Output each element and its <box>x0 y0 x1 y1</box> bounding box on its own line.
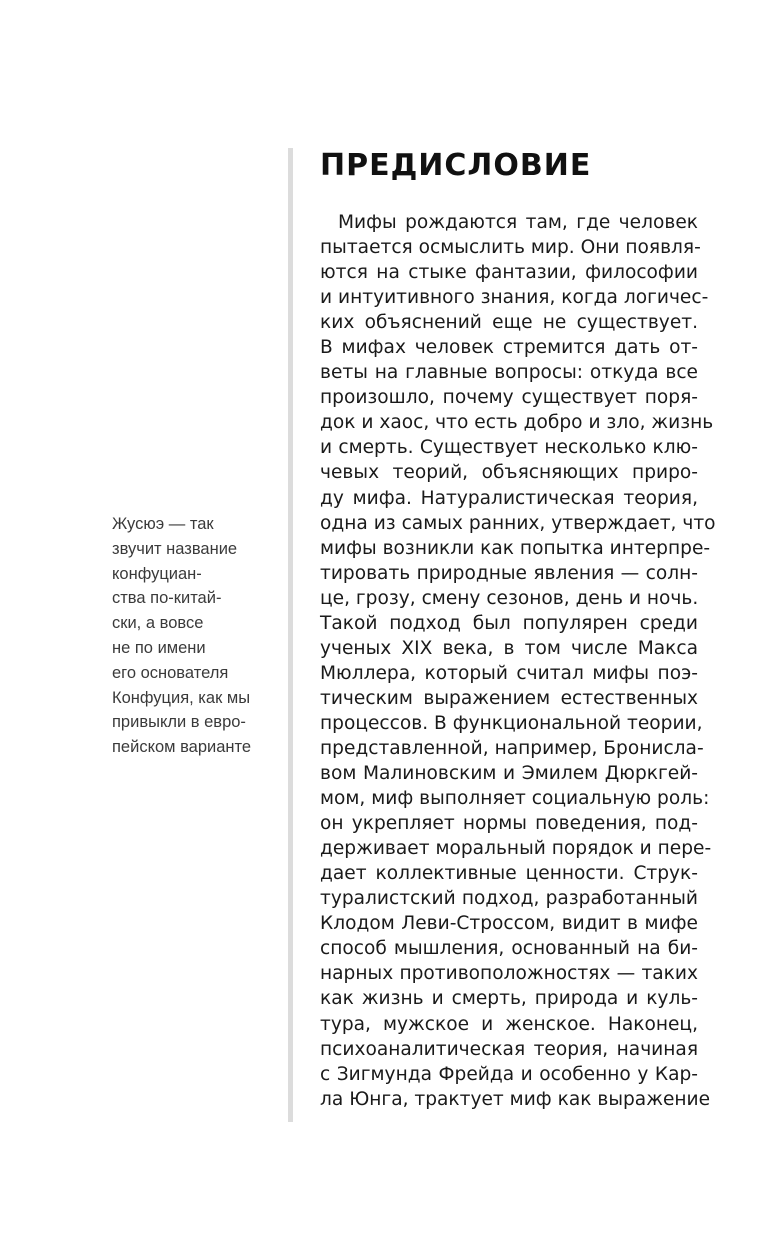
margin-note-line: конфуциан- <box>112 564 202 583</box>
body-text <box>320 210 716 1112</box>
body-line: Мифы рождаются там, где человек <box>338 212 698 233</box>
body-line: ду мифа. Натуралистическая теория, <box>320 487 698 509</box>
chapter-title: ПРЕДИСЛОВИЕ <box>320 148 592 183</box>
body-line: мифы возникли как попытка интерпре- <box>320 537 711 559</box>
body-line: мом, миф выполняет социальную роль: <box>320 788 710 810</box>
body-line: Такой подход был популярен среди <box>320 612 698 634</box>
body-line: нарных противоположностях — таких <box>320 963 698 985</box>
body-line: Клодом Леви-Строссом, видит в мифе <box>320 913 698 935</box>
margin-note-line: звучит название <box>112 539 238 558</box>
body-line: с Зигмунда Фрейда и особенно у Кар- <box>320 1063 698 1085</box>
body-line: и смерть. Существует несколько клю- <box>320 437 698 459</box>
margin-note-line: Жусюэ — так <box>112 515 214 533</box>
vertical-divider <box>288 148 293 1122</box>
body-line: держивает моральный порядок и пере- <box>320 838 712 860</box>
body-line: тическим выражением естественных <box>320 687 698 709</box>
margin-note-line: ства по-китай- <box>112 589 222 608</box>
margin-note-line: не по имени <box>112 638 206 657</box>
body-line: ла Юнга, трактует миф как выражение <box>320 1088 711 1110</box>
body-line: ких объяснений еще не существует. <box>320 312 698 334</box>
body-line: веты на главные вопросы: откуда все <box>320 362 698 384</box>
body-line: В мифах человек стремится дать от- <box>320 337 698 359</box>
margin-note <box>112 512 282 760</box>
margin-note-line: ски, а вовсе <box>112 614 204 633</box>
body-line: тура, мужское и женское. Наконец, <box>320 1013 698 1035</box>
body-line: представленной, например, Бронисла- <box>320 737 704 759</box>
margin-note-line: привыкли в евро- <box>112 713 246 732</box>
body-line: психоаналитическая теория, начиная <box>320 1038 698 1060</box>
body-line: процессов. В функциональной теории, <box>320 712 703 734</box>
body-line: тировать природные явления — солн- <box>320 562 698 584</box>
body-line: одна из самых ранних, утверждает, что <box>320 512 716 534</box>
body-line: он укрепляет нормы поведения, под- <box>320 813 698 835</box>
margin-note-line: Конфуция, как мы <box>112 688 251 707</box>
body-line: произошло, почему существует поря- <box>320 387 698 409</box>
body-line: вом Малиновским и Эмилем Дюркгей- <box>320 763 698 785</box>
body-line: ученых XIX века, в том числе Макса <box>320 637 698 659</box>
body-line: ются на стыке фантазии, философии <box>320 262 698 284</box>
margin-note-line: его основателя <box>112 663 229 682</box>
body-line: как жизнь и смерть, природа и куль- <box>320 988 698 1010</box>
body-line: док и хаос, что есть добро и зло, жизнь <box>320 412 714 434</box>
body-line: це, грозу, смену сезонов, день и ночь. <box>320 587 699 609</box>
body-line: и интуитивного знания, когда логичес- <box>320 287 709 309</box>
body-line: способ мышления, основанный на би- <box>320 938 698 960</box>
margin-note-line: пейском варианте <box>112 738 252 757</box>
body-line: пытается осмыслить мир. Они появля- <box>320 237 701 259</box>
body-line: дает коллективные ценности. Струк- <box>320 863 698 885</box>
body-line: чевых теорий, объясняющих приро- <box>320 462 698 484</box>
body-line: туралистский подход, разработанный <box>320 888 698 910</box>
body-line: Мюллера, который считал мифы поэ- <box>320 662 698 684</box>
